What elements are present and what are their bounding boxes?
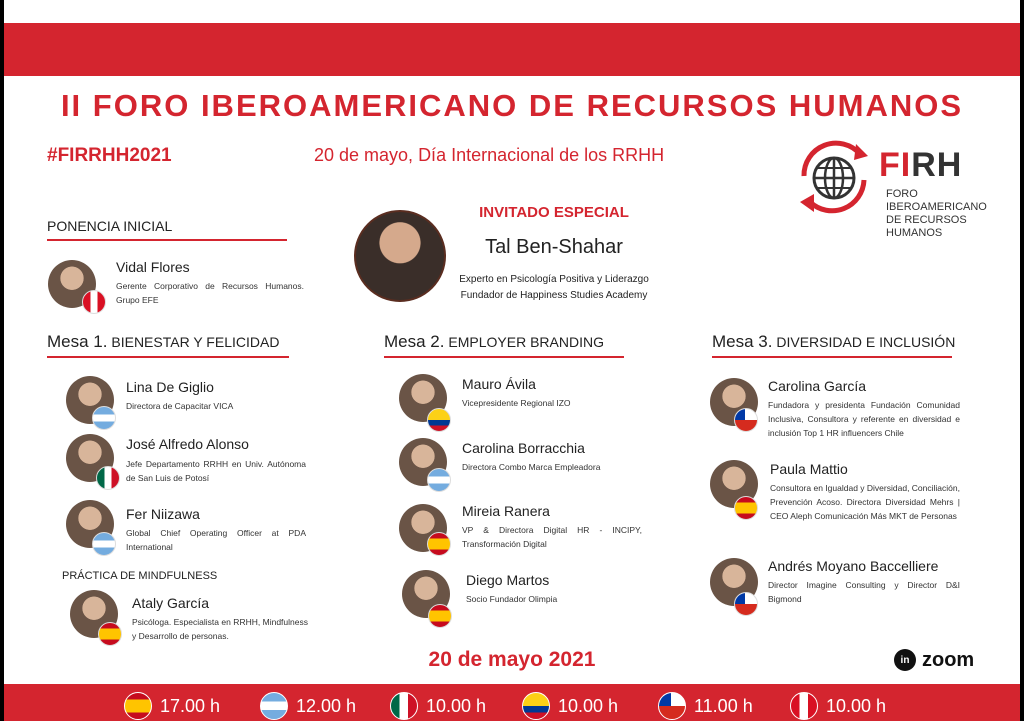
argentina-flag-icon: [260, 692, 288, 720]
timezone-time: 10.00 h: [826, 695, 887, 716]
speaker-name: José Alfredo Alonso: [126, 436, 249, 452]
mindfulness-heading: PRÁCTICA DE MINDFULNESS: [62, 570, 218, 582]
timezone-item: [390, 692, 486, 720]
speaker-role: Global Chief Operating Officer at PDA International: [126, 528, 306, 552]
timezone-bar: [4, 684, 1020, 721]
event-subtitle: 20 de mayo, Día Internacional de los RRHH: [314, 145, 665, 165]
speaker-role: Directora Combo Marca Empleadora: [462, 462, 601, 472]
spain-flag-icon: [734, 496, 758, 520]
opening-divider: [47, 239, 287, 241]
zoom-logo: [894, 648, 974, 672]
special-guest-avatar: [354, 210, 446, 302]
spain-flag-icon: [427, 532, 451, 556]
speaker-role: Director Imagine Consulting y Director D&I Bigmond: [768, 580, 960, 604]
timezone-time: 11.00 h: [694, 695, 753, 716]
speaker-role: Gerente Corporativo de Recursos Humanos. Grupo EFE: [116, 281, 304, 305]
speaker-name: Lina De Giglio: [126, 379, 214, 395]
speaker-name: Paula Mattio: [770, 461, 848, 477]
speaker-role: Jefe Departamento RRHH en Univ. Autónoma de San Luis de Potosí: [126, 459, 306, 483]
speaker-name: Mauro Ávila: [462, 376, 536, 392]
timezone-time: 17.00 h: [160, 695, 221, 716]
timezone-time: 10.00 h: [426, 695, 487, 716]
peru-flag-icon: [790, 692, 818, 720]
colombia-flag-icon: [522, 692, 550, 720]
speaker-role: Vicepresidente Regional IZO: [462, 398, 571, 408]
speaker-name: Fer Niizawa: [126, 506, 200, 522]
panel-2-divider: [384, 356, 624, 358]
timezone-time: 12.00 h: [296, 695, 357, 716]
special-guest-role: Experto en Psicología Positiva y Liderazgo Fundador de Happiness Studies Academy: [459, 274, 649, 301]
speaker-role: Consultora en Igualdad y Diversidad, Conciliación, Prevención Acoso. Directora Diversidad Mehrs | CEO Aleph Comunicación Más MKT de Personas: [770, 483, 960, 521]
speaker-role: VP & Directora Digital HR - INCIPY, Transformación Digital: [462, 525, 642, 549]
speaker-name: Carolina García: [768, 378, 867, 394]
panel-2-heading: Mesa 2. EMPLOYER BRANDING: [384, 332, 604, 351]
peru-flag-icon: [82, 290, 106, 314]
globe-icon: [794, 136, 874, 220]
top-margin: [4, 0, 1020, 23]
panel-3-divider: [712, 356, 952, 358]
firh-logo: [794, 136, 1014, 239]
chile-flag-icon: [734, 592, 758, 616]
panel-1-divider: [47, 356, 289, 358]
speaker-name: Ataly García: [132, 595, 210, 611]
zoom-wordmark: zoom: [922, 648, 975, 671]
speaker-name: Diego Martos: [466, 572, 550, 588]
timezone-item: [124, 692, 220, 720]
timezone-item: [790, 692, 886, 720]
argentina-flag-icon: [427, 468, 451, 492]
timezone-item: [658, 692, 753, 720]
spain-flag-icon: [428, 604, 452, 628]
poster: [4, 0, 1020, 721]
mexico-flag-icon: [96, 466, 120, 490]
special-guest-label: INVITADO ESPECIAL: [479, 204, 629, 221]
speaker-name: Andrés Moyano Baccelliere: [768, 558, 939, 574]
speaker-name: Vidal Flores: [116, 259, 190, 275]
special-guest-name: Tal Ben-Shahar: [485, 236, 623, 258]
spain-flag-icon: [124, 692, 152, 720]
timezone-item: [522, 692, 618, 720]
panel-3-heading: Mesa 3. DIVERSIDAD E INCLUSIÓN: [712, 332, 956, 351]
timezone-time: 10.00 h: [558, 695, 619, 716]
spain-flag-icon: [98, 622, 122, 646]
speaker-role: Fundadora y presidenta Fundación Comunidad Inclusiva, Consultora y referente en diversidad e inclusión Top 1 HR influencers Chile: [768, 400, 960, 438]
colombia-flag-icon: [427, 408, 451, 432]
argentina-flag-icon: [92, 532, 116, 556]
timezone-item: [260, 692, 356, 720]
speaker-role: Psicóloga. Especialista en RRHH, Mindfulness y Desarrollo de personas.: [132, 617, 308, 641]
opening-heading: PONENCIA INICIAL: [47, 218, 173, 234]
linkedin-icon: in: [894, 649, 916, 671]
speaker-name: Carolina Borracchia: [462, 440, 585, 456]
event-hashtag: #FIRRHH2021: [47, 145, 172, 166]
speaker-role: Directora de Capacitar VICA: [126, 401, 234, 411]
chile-flag-icon: [734, 408, 758, 432]
event-title: II FORO IBEROAMERICANO DE RECURSOS HUMANOS: [60, 88, 964, 123]
argentina-flag-icon: [92, 406, 116, 430]
chile-flag-icon: [658, 692, 686, 720]
event-date: 20 de mayo 2021: [428, 648, 596, 671]
top-banner: [4, 23, 1020, 76]
panel-1-heading: Mesa 1. BIENESTAR Y FELICIDAD: [47, 332, 280, 351]
mexico-flag-icon: [390, 692, 418, 720]
speaker-name: Mireia Ranera: [462, 503, 550, 519]
logo-subtitle: FORO IBEROAMERICANO DE RECURSOS HUMANOS: [886, 188, 987, 239]
logo-wordmark: FIRH: [879, 146, 963, 184]
speaker-role: Socio Fundador Olimpia: [466, 594, 558, 604]
